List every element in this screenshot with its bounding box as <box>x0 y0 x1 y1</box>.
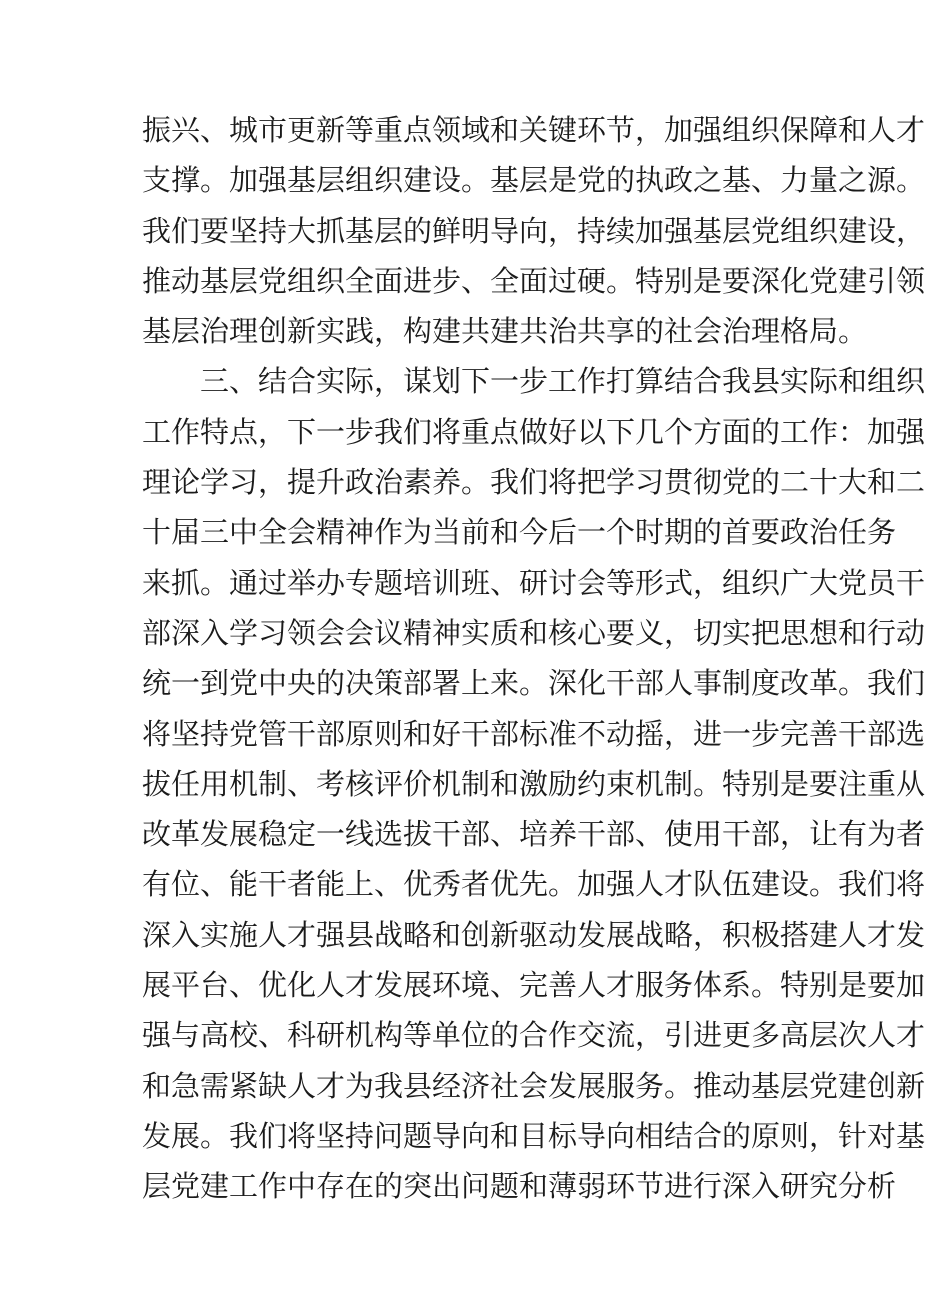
text-line: 强与高校、科研机构等单位的合作交流，引进更多高层次人才 <box>142 1018 925 1053</box>
text-line: 层党建工作中存在的突出问题和薄弱环节进行深入研究分析 <box>142 1169 897 1204</box>
text-line: 基层治理创新实践，构建共建共治共享的社会治理格局。 <box>142 314 868 349</box>
text-line: 推动基层党组织全面进步、全面过硬。特别是要深化党建引领 <box>142 263 925 298</box>
text-line: 来抓。通过举办专题培训班、研讨会等形式，组织广大党员干 <box>142 565 925 600</box>
text-line: 理论学习，提升政治素养。我们将把学习贯彻党的二十大和二 <box>142 465 925 500</box>
text-line: 工作特点，下一步我们将重点做好以下几个方面的工作：加强 <box>142 414 925 449</box>
section-three-heading-line: 三、结合实际，谋划下一步工作打算结合我县实际和组织 <box>200 364 925 399</box>
text-line: 振兴、城市更新等重点领域和关键环节，加强组织保障和人才 <box>142 113 925 147</box>
document-body <box>142 105 925 1212</box>
text-line: 支撑。加强基层组织建设。基层是党的执政之基、力量之源。 <box>142 163 925 198</box>
text-line: 十届三中全会精神作为当前和今后一个时期的首要政治任务 <box>142 515 897 550</box>
text-line: 统一到党中央的决策部署上来。深化干部人事制度改革。我们 <box>142 666 925 701</box>
text-line: 我们要坚持大抓基层的鲜明导向，持续加强基层党组织建设， <box>142 213 925 248</box>
text-line: 将坚持党管干部原则和好干部标准不动摇，进一步完善干部选 <box>142 716 925 751</box>
text-line: 深入实施人才强县战略和创新驱动发展战略，积极搭建人才发 <box>142 917 925 952</box>
text-line: 部深入学习领会会议精神实质和核心要义，切实把思想和行动 <box>142 615 925 650</box>
text-line: 有位、能干者能上、优秀者优先。加强人才队伍建设。我们将 <box>142 867 925 902</box>
text-line: 和急需紧缺人才为我县经济社会发展服务。推动基层党建创新 <box>142 1068 925 1103</box>
text-line: 发展。我们将坚持问题导向和目标导向相结合的原则，针对基 <box>142 1118 925 1153</box>
text-line: 拔任用机制、考核评价机制和激励约束机制。特别是要注重从 <box>142 766 925 801</box>
text-line: 改革发展稳定一线选拔干部、培养干部、使用干部，让有为者 <box>142 817 925 852</box>
text-line: 展平台、优化人才发展环境、完善人才服务体系。特别是要加 <box>142 968 925 1003</box>
